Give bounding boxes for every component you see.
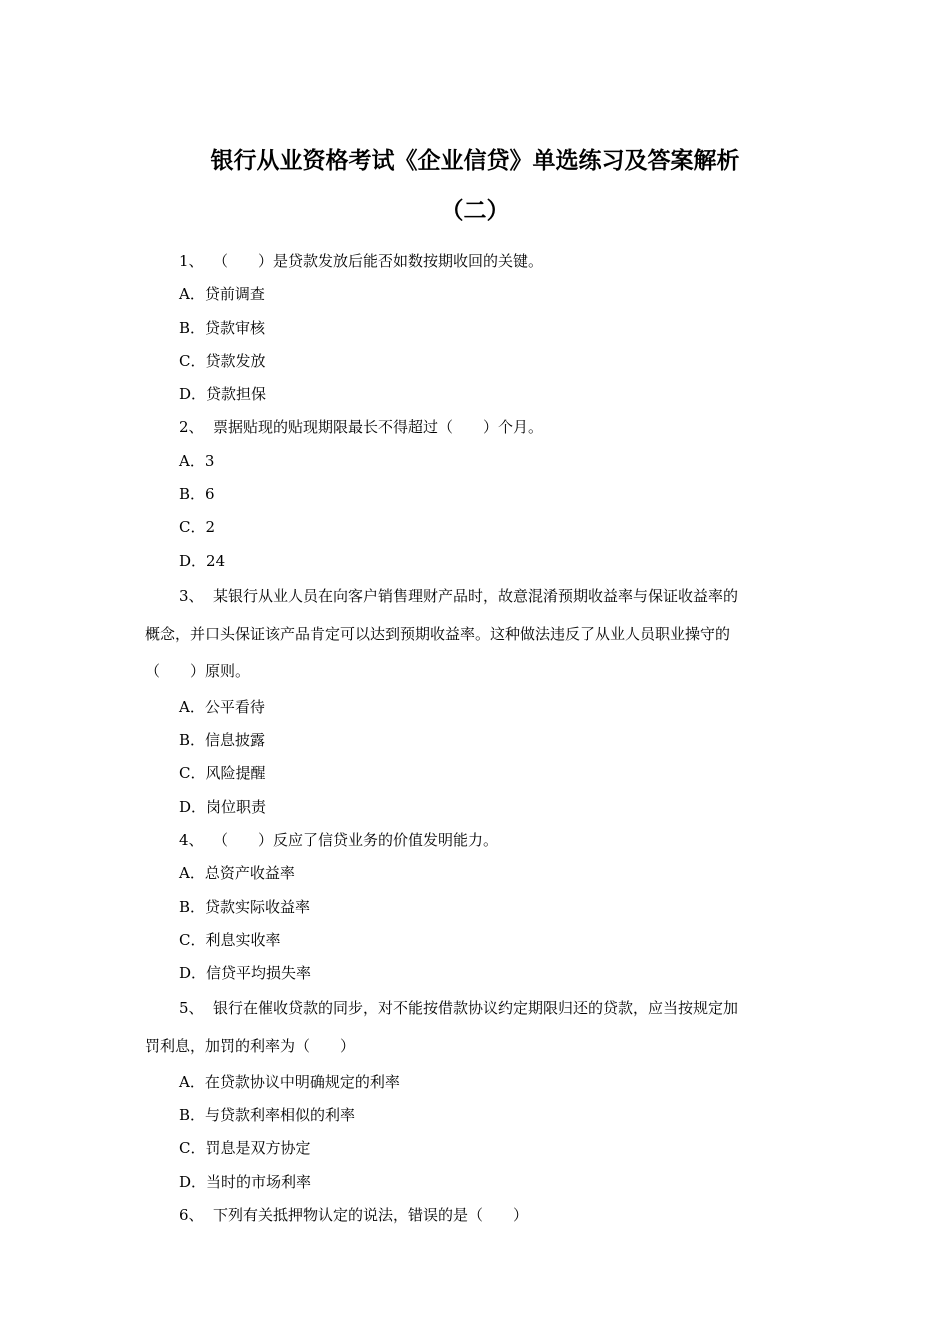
option-b: B．贷款审核: [179, 318, 266, 337]
question-text: 银行在催收贷款的同步，对不能按借款协议约定期限归还的贷款，应当按规定加: [213, 999, 739, 1018]
option-a: A．公平看待: [179, 697, 265, 716]
question-3: [145, 578, 807, 824]
question-text: （ ）反应了信贷业务的价值发明能力。: [213, 830, 499, 849]
question-stem: [145, 578, 807, 616]
option-d: D．信贷平均损失率: [179, 964, 312, 983]
option-a: A．总资产收益率: [179, 864, 295, 883]
question-stem: [145, 1199, 807, 1232]
option-d: D．24: [179, 551, 226, 570]
option-d: D．当时的市场利率: [179, 1172, 312, 1191]
question-text: 票据贴现的贴现期限最长不得超过（ ）个月。: [213, 418, 544, 437]
question-text: （ ）是贷款发放后能否如数按期收回的关键。: [213, 252, 544, 270]
option-a: A．在贷款协议中明确规定的利率: [179, 1072, 400, 1091]
option-a: A．贷前调查: [179, 285, 265, 304]
option-a: A．3: [179, 451, 215, 470]
question-stem: [145, 990, 807, 1028]
question-number: 2、: [179, 418, 204, 437]
question-list: [145, 245, 807, 1232]
question-text-continued: （ ）原则。: [145, 662, 251, 681]
question-stem: [145, 411, 807, 444]
question-text-continued: 罚利息，加罚的利率为（ ）: [145, 1037, 356, 1056]
question-text: 某银行从业人员在向客户销售理财产品时，故意混淆预期收益率与保证收益率的: [213, 586, 739, 605]
question-text: 下列有关抵押物认定的说法，错误的是（ ）: [213, 1205, 529, 1224]
option-c: C．2: [179, 518, 216, 537]
option-d: D．岗位职责: [179, 797, 267, 816]
question-number: 1、: [179, 252, 204, 270]
question-text-continued: 概念，并口头保证该产品肯定可以达到预期收益率。这种做法违反了从业人员职业操守的: [145, 624, 731, 643]
option-b: B．信息披露: [179, 731, 266, 750]
option-c: C．利息实收率: [179, 930, 281, 949]
option-c: C．风险提醒: [179, 764, 266, 783]
option-c: C．贷款发放: [179, 351, 266, 370]
question-6: [145, 1199, 807, 1232]
question-4: [145, 824, 807, 990]
question-stem: [145, 824, 807, 857]
question-number: 5、: [179, 999, 204, 1018]
document-title: 银行从业资格考试《企业信贷》单选练习及答案解析: [210, 148, 740, 174]
question-1: [145, 245, 807, 411]
option-b: B．6: [179, 485, 215, 504]
question-5: [145, 990, 807, 1198]
option-b: B．与贷款利率相似的利率: [179, 1105, 356, 1124]
question-number: 6、: [179, 1205, 204, 1224]
question-number: 4、: [179, 830, 204, 849]
document-subtitle: （二）: [440, 198, 510, 224]
option-d: D．贷款担保: [179, 385, 267, 404]
question-2: [145, 411, 807, 577]
question-stem: [145, 245, 807, 278]
question-number: 3、: [179, 586, 204, 605]
option-c: C．罚息是双方协定: [179, 1139, 311, 1158]
option-b: B．贷款实际收益率: [179, 897, 311, 916]
